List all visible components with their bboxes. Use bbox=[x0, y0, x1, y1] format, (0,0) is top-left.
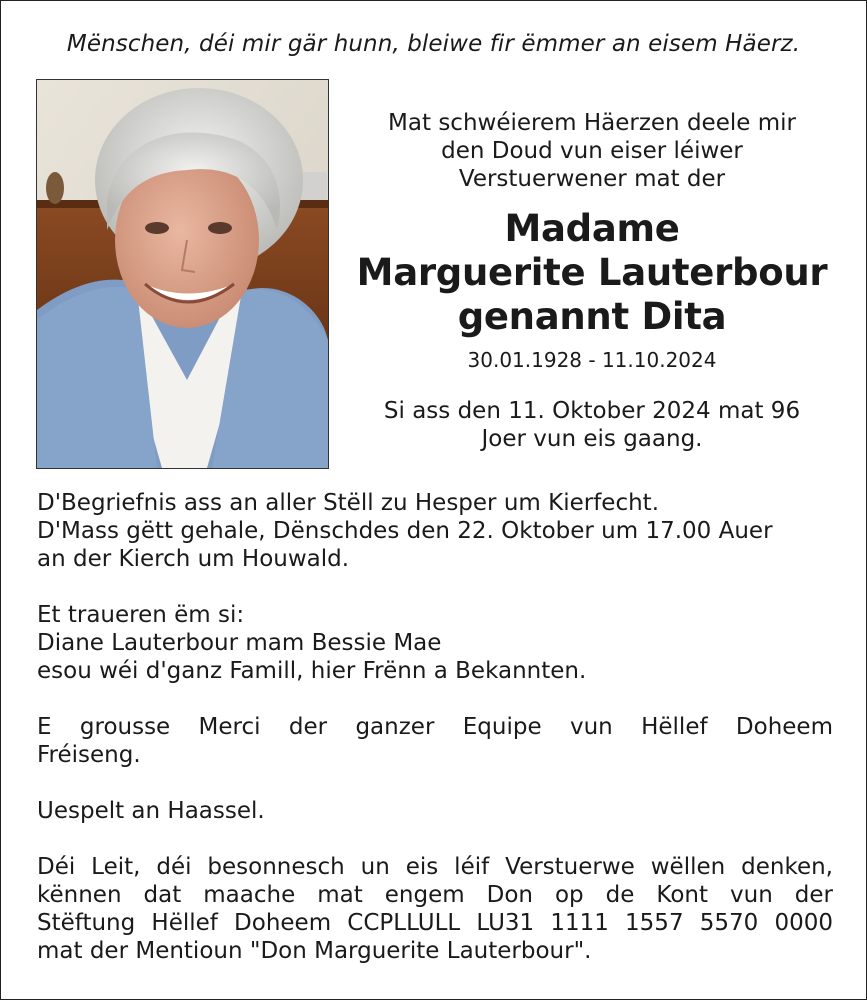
donation-line: mat der Mentioun "Don Marguerite Lauterbour". bbox=[37, 938, 592, 964]
notice-body bbox=[37, 489, 833, 965]
flowers-paragraph bbox=[37, 797, 833, 825]
deceased-name bbox=[349, 207, 835, 339]
thanks-line: E grousse Merci der ganzer Equipe vun Hëllef Doheem bbox=[37, 714, 833, 740]
funeral-line: an der Kierch um Houwald. bbox=[37, 546, 350, 572]
mourners-line: Diane Lauterbour mam Bessie Mae bbox=[37, 630, 442, 656]
intro-line: Verstuerwener mat der bbox=[458, 166, 726, 192]
life-dates: 30.01.1928 - 11.10.2024 bbox=[467, 348, 717, 372]
mourners-line: Et traueren ëm si: bbox=[37, 602, 245, 628]
portrait-photo-illustration bbox=[37, 80, 328, 468]
funeral-line: D'Mass gëtt gehale, Dënschdes den 22. Oktober um 17.00 Auer bbox=[37, 518, 773, 544]
name-line: Madame bbox=[504, 207, 680, 250]
thanks-line: Fréiseng. bbox=[37, 742, 141, 768]
funeral-paragraph bbox=[37, 489, 833, 573]
thanks-paragraph bbox=[37, 713, 833, 769]
name-line: genannt Dita bbox=[457, 295, 727, 338]
passing-line: Joer vun eis gaang. bbox=[481, 426, 703, 452]
passing-statement bbox=[349, 397, 835, 453]
donation-line: kënnen dat maache mat engem Don op de Kont vun der bbox=[37, 882, 833, 908]
mourners-line: esou wéi d'ganz Famill, hier Frënn a Bekannten. bbox=[37, 658, 587, 684]
motto: Mënschen, déi mir gär hunn, bleiwe fir ëmmer an eisem Häerz. bbox=[66, 31, 801, 57]
portrait-photo bbox=[36, 79, 329, 469]
donation-paragraph bbox=[37, 853, 833, 965]
mourners-paragraph bbox=[37, 601, 833, 685]
funeral-line: D'Begriefnis ass an aller Stëll zu Hesper um Kierfecht. bbox=[37, 490, 659, 516]
intro-text bbox=[349, 109, 835, 193]
donation-line: Stëftung Hëllef Doheem CCPLLULL LU31 1111 1557 5570 0000 bbox=[37, 910, 833, 936]
flowers-line: Uespelt an Haassel. bbox=[37, 798, 265, 824]
intro-line: Mat schwéierem Häerzen deele mir bbox=[388, 110, 796, 136]
name-line: Marguerite Lauterbour bbox=[356, 251, 828, 294]
passing-line: Si ass den 11. Oktober 2024 mat 96 bbox=[383, 398, 801, 424]
donation-line: Déi Leit, déi besonnesch un eis léif Verstuerwe wëllen denken, bbox=[37, 854, 833, 880]
intro-line: den Doud vun eiser léiwer bbox=[441, 138, 743, 164]
